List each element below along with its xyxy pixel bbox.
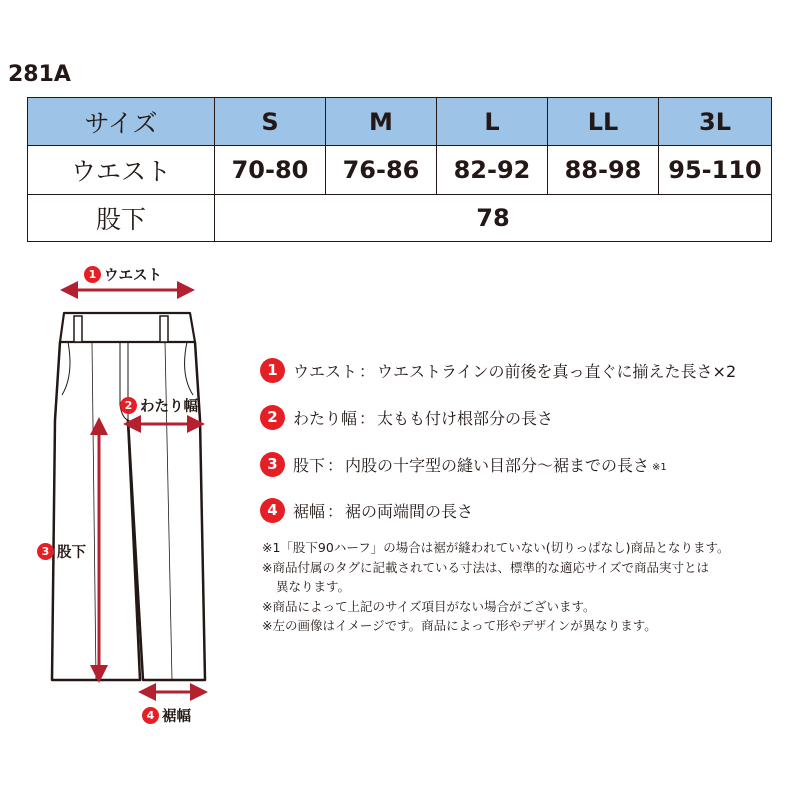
diagram-badge-4: 4 <box>142 707 159 724</box>
legend-sep: ： <box>327 501 344 521</box>
legend-desc: 内股の十字型の縫い目部分～裾までの長さ <box>345 455 650 475</box>
diagram-text-hem: 裾幅 <box>162 709 191 725</box>
diagram-label-waist <box>84 264 162 285</box>
diagram-text-waist: ウエスト <box>104 268 162 284</box>
waist-l: 82-92 <box>437 146 548 194</box>
legend-term: 裾幅 <box>293 501 326 521</box>
legend-item-waist <box>260 355 736 385</box>
footnotes <box>262 538 729 636</box>
waist-row-label: ウエスト <box>28 146 215 194</box>
size-header-row <box>28 98 772 146</box>
footnote: ※左の画像はイメージです。商品によって形やデザインが異なります。 <box>262 618 657 633</box>
diagram-label-thigh <box>120 395 198 416</box>
diagram-label-hem <box>142 705 191 726</box>
size-m: M <box>326 98 437 146</box>
legend-item-thigh <box>260 402 553 432</box>
legend-badge-3: 3 <box>260 452 285 477</box>
legend-desc: 裾の両端間の長さ <box>345 501 474 521</box>
footnote-continued: 異なります。 <box>276 579 351 594</box>
measurement-arrows <box>69 290 199 692</box>
legend-badge-2: 2 <box>260 405 285 430</box>
waist-s: 70-80 <box>215 146 326 194</box>
footnote: ※商品によって上記のサイズ項目がない場合がございます。 <box>262 598 596 614</box>
diagram-label-inseam <box>37 541 86 562</box>
inseam-row-label: 股下 <box>28 194 215 241</box>
waist-3l: 95-110 <box>659 146 772 194</box>
footnote: ※商品付属のタグに記載されている寸法は、標準的な適応サイズで商品実寸とは <box>262 559 709 575</box>
legend-badge-1: 1 <box>260 358 285 383</box>
legend-desc: ウエストラインの前後を真っ直ぐに揃えた長さ×2 <box>377 361 737 381</box>
waist-m: 76-86 <box>326 146 437 194</box>
legend-sep: ： <box>327 455 344 475</box>
pants-diagram <box>0 255 260 725</box>
diagram-text-thigh: わたり幅 <box>140 399 198 415</box>
legend-item-hem <box>260 495 473 525</box>
pants-details <box>62 316 193 680</box>
size-l: L <box>437 98 548 146</box>
diagram-text-inseam: 股下 <box>57 545 86 561</box>
legend-term: わたり幅 <box>293 408 358 428</box>
diagram-badge-3: 3 <box>37 543 54 560</box>
waist-row <box>28 146 772 194</box>
diagram-badge-1: 1 <box>84 266 101 283</box>
legend-term: ウエスト <box>293 361 358 381</box>
legend-sep: ： <box>359 408 376 428</box>
size-table <box>27 97 772 242</box>
footnote: ※1「股下90ハーフ」の場合は裾が縫われていない(切りっぱなし)商品となります。 <box>262 540 730 555</box>
legend-term: 股下 <box>293 455 326 475</box>
legend-badge-4: 4 <box>260 498 285 523</box>
size-3l: 3L <box>659 98 772 146</box>
size-header-label: サイズ <box>28 98 215 146</box>
model-code: 281A <box>8 62 71 87</box>
diagram-badge-2: 2 <box>120 397 137 414</box>
legend-note-ref: ※1 <box>652 461 667 473</box>
legend-sep: ： <box>359 361 376 381</box>
inseam-value: 78 <box>215 194 772 241</box>
legend-item-inseam <box>260 449 667 479</box>
size-ll: LL <box>548 98 659 146</box>
inseam-row <box>28 194 772 241</box>
size-s: S <box>215 98 326 146</box>
waist-ll: 88-98 <box>548 146 659 194</box>
legend-desc: 太もも付け根部分の長さ <box>377 408 554 428</box>
